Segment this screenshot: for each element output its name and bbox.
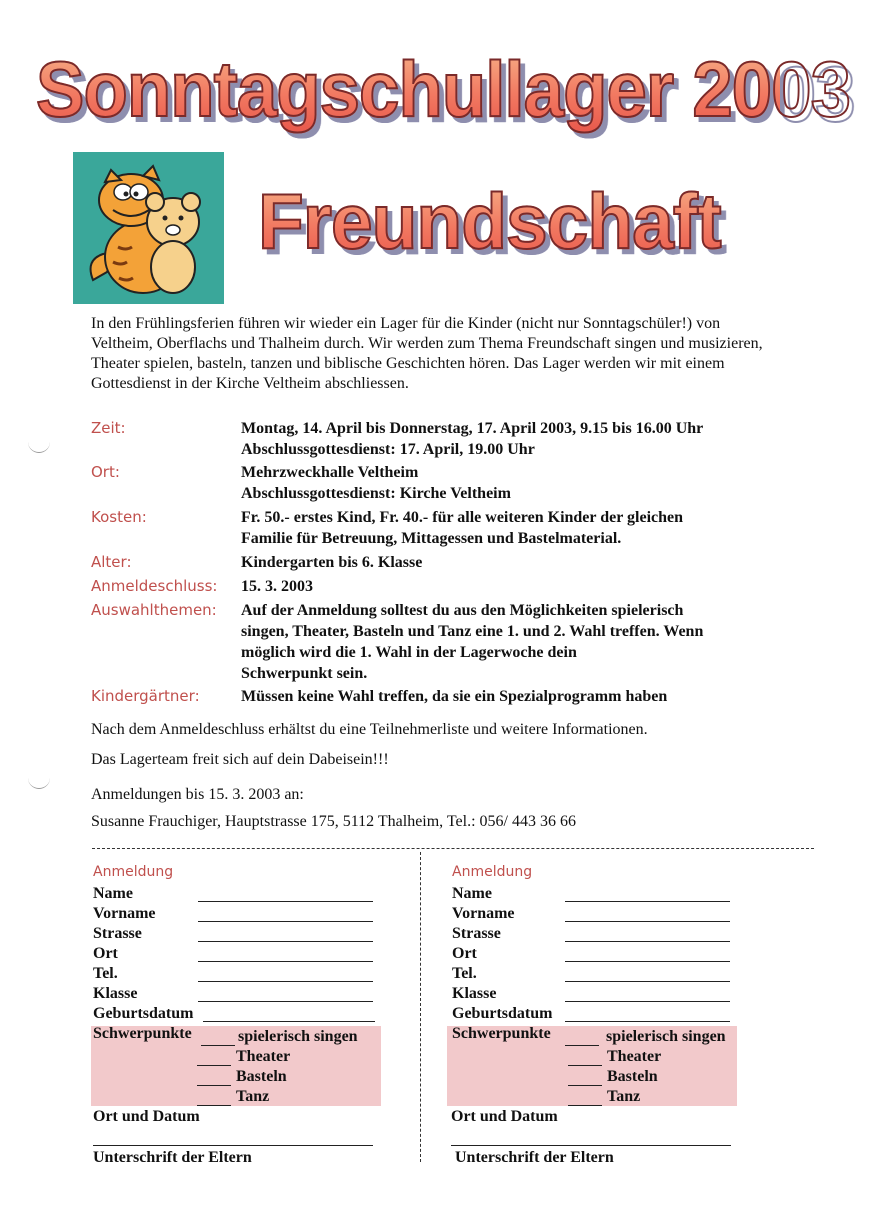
- field-line[interactable]: [565, 901, 730, 902]
- option-basteln: Basteln: [236, 1068, 287, 1085]
- value-auswahlthemen: [241, 600, 771, 684]
- form-field-tel[interactable]: [452, 964, 742, 984]
- value-anmeldeschluss: [241, 576, 771, 597]
- option-basteln: Basteln: [607, 1068, 658, 1085]
- field-label: Tel.: [93, 965, 118, 982]
- signature-label: Unterschrift der Eltern: [93, 1149, 252, 1166]
- note-teilnehmerliste: Nach dem Anmeldeschluss erhältst du eine Teilnehmerliste und weitere Informationen.: [91, 721, 648, 738]
- label-zeit: Zeit:: [91, 419, 126, 437]
- place-date-label: Ort und Datum: [451, 1108, 558, 1125]
- option-theater: Theater: [236, 1048, 291, 1065]
- value-line: Auf der Anmeldung solltest du aus den Möglichkeiten spielerisch: [241, 602, 684, 619]
- field-label: Klasse: [452, 985, 497, 1002]
- field-label: Ort: [452, 945, 477, 962]
- field-line[interactable]: [198, 961, 373, 962]
- field-label: Name: [452, 885, 492, 902]
- form-field-name[interactable]: [93, 884, 383, 904]
- place-date-label: Ort und Datum: [93, 1108, 200, 1125]
- priority-blank[interactable]: [568, 1065, 602, 1066]
- cut-line-horizontal: [92, 848, 814, 849]
- form-field-strasse[interactable]: [452, 924, 742, 944]
- field-label: Geburtsdatum: [452, 1005, 553, 1022]
- theme-title: Freundschaft: [258, 177, 721, 265]
- field-label: Vorname: [93, 905, 156, 922]
- priority-blank[interactable]: [565, 1045, 599, 1046]
- value-line: Mehrzweckhalle Veltheim: [241, 464, 419, 481]
- form-field-strasse[interactable]: [93, 924, 383, 944]
- field-label: Klasse: [93, 985, 138, 1002]
- field-label: Tel.: [452, 965, 477, 982]
- field-line[interactable]: [565, 981, 730, 982]
- value-kosten: [241, 507, 771, 549]
- value-kindergaertner: [241, 686, 771, 707]
- value-line: Schwerpunkt sein.: [241, 665, 368, 682]
- priority-blank[interactable]: [197, 1085, 231, 1086]
- field-label: Vorname: [452, 905, 515, 922]
- field-line[interactable]: [198, 1001, 373, 1002]
- value-line: Familie für Betreuung, Mittagessen und Bastelmaterial.: [241, 530, 622, 547]
- value-line: Kindergarten bis 6. Klasse: [241, 554, 423, 571]
- priorities-label: Schwerpunkte: [452, 1025, 551, 1042]
- value-ort: [241, 462, 771, 504]
- field-line[interactable]: [198, 941, 373, 942]
- value-line: Fr. 50.- erstes Kind, Fr. 40.- für alle weiteren Kinder der gleichen: [241, 509, 684, 526]
- field-line[interactable]: [565, 1021, 730, 1022]
- garfield-icon: [73, 152, 224, 304]
- field-label: Ort: [93, 945, 118, 962]
- form-field-klasse[interactable]: [93, 984, 383, 1004]
- form-field-ort[interactable]: [452, 944, 742, 964]
- label-kindergaertner: Kindergärtner:: [91, 687, 200, 705]
- field-label: Strasse: [93, 925, 142, 942]
- form-field-vorname[interactable]: [452, 904, 742, 924]
- value-alter: [241, 552, 771, 573]
- label-ort: Ort:: [91, 463, 120, 481]
- signature-line[interactable]: [93, 1145, 373, 1146]
- priority-blank[interactable]: [568, 1085, 602, 1086]
- field-label: Name: [93, 885, 133, 902]
- label-kosten: Kosten:: [91, 508, 147, 526]
- registration-form-right: [452, 864, 742, 1044]
- value-line: singen, Theater, Basteln und Tanz eine 1. und 2. Wahl treffen. Wenn: [241, 623, 704, 640]
- signature-label: Unterschrift der Eltern: [455, 1149, 614, 1166]
- value-line: Abschlussgottesdienst: 17. April, 19.00 Uhr: [241, 441, 535, 458]
- registration-form-left: [93, 864, 383, 1044]
- intro-text: In den Frühlingsferien führen wir wieder ein Lager für die Kinder (nicht nur Sonntagschüler!) von Veltheim, Oberflachs und Thalheim durch. Wir werden zum Thema Freundschaft singen und musizieren, Theater spielen, basteln, tanzen und biblische Geschichten hören. Das Lager werden wir mit einem Gottesdienst in der Kirche Veltheim abschliessen.: [91, 315, 763, 392]
- field-line[interactable]: [203, 1021, 375, 1022]
- form-field-ort[interactable]: [93, 944, 383, 964]
- priorities-label: Schwerpunkte: [93, 1025, 192, 1042]
- signature-line[interactable]: [451, 1145, 731, 1146]
- option-theater: Theater: [607, 1048, 662, 1065]
- field-line[interactable]: [565, 1001, 730, 1002]
- priority-blank[interactable]: [201, 1045, 235, 1046]
- priority-blank[interactable]: [568, 1105, 602, 1106]
- note-anmeldungen-bis: Anmeldungen bis 15. 3. 2003 an:: [91, 786, 304, 803]
- field-line[interactable]: [565, 941, 730, 942]
- form-heading: Anmeldung: [452, 864, 533, 880]
- form-field-name[interactable]: [452, 884, 742, 904]
- form-field-klasse[interactable]: [452, 984, 742, 1004]
- value-line: Abschlussgottesdienst: Kirche Veltheim: [241, 485, 511, 502]
- field-label: Strasse: [452, 925, 501, 942]
- garfield-teddy-illustration: [73, 152, 224, 304]
- label-anmeldeschluss: Anmeldeschluss:: [91, 577, 218, 595]
- form-field-vorname[interactable]: [93, 904, 383, 924]
- value-zeit: [241, 418, 771, 460]
- field-line[interactable]: [198, 981, 373, 982]
- option-singen: spielerisch singen: [238, 1028, 358, 1045]
- field-line[interactable]: [198, 901, 373, 902]
- form-field-geburtsdatum[interactable]: [452, 1004, 742, 1024]
- cut-line-vertical: [420, 852, 421, 1162]
- option-tanz: Tanz: [607, 1088, 641, 1105]
- priority-blank[interactable]: [197, 1105, 231, 1106]
- value-line: möglich wird die 1. Wahl in der Lagerwoche dein: [241, 644, 577, 661]
- form-field-geburtsdatum[interactable]: [93, 1004, 383, 1024]
- field-line[interactable]: [198, 921, 373, 922]
- value-line: Montag, 14. April bis Donnerstag, 17. April 2003, 9.15 bis 16.00 Uhr: [241, 420, 704, 437]
- priority-blank[interactable]: [197, 1065, 231, 1066]
- form-field-tel[interactable]: [93, 964, 383, 984]
- label-alter: Alter:: [91, 553, 132, 571]
- value-line: 15. 3. 2003: [241, 578, 313, 595]
- label-auswahlthemen: Auswahlthemen:: [91, 601, 217, 619]
- punch-mark: [28, 776, 50, 789]
- value-line: Müssen keine Wahl treffen, da sie ein Spezialprogramm haben: [241, 688, 668, 705]
- punch-mark: [28, 440, 50, 453]
- field-line[interactable]: [565, 961, 730, 962]
- note-contact-address: Susanne Frauchiger, Hauptstrasse 175, 5112 Thalheim, Tel.: 056/ 443 36 66: [91, 813, 576, 830]
- page-title: Sonntagschullager 2003: [36, 45, 851, 133]
- field-line[interactable]: [565, 921, 730, 922]
- field-label: Geburtsdatum: [93, 1005, 194, 1022]
- note-lagerteam: Das Lagerteam freit sich auf dein Dabeisein!!!: [91, 751, 389, 768]
- option-singen: spielerisch singen: [606, 1028, 726, 1045]
- form-heading: Anmeldung: [93, 864, 174, 880]
- option-tanz: Tanz: [236, 1088, 270, 1105]
